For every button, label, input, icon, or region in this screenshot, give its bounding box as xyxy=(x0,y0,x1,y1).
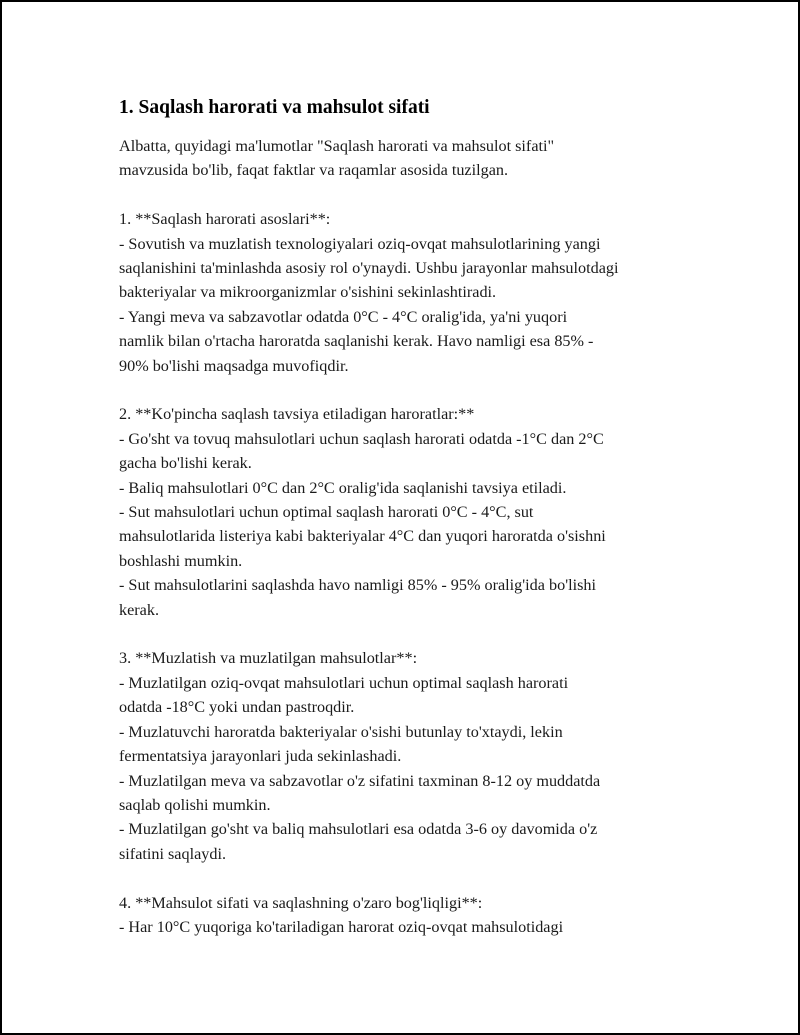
section-1-body: - Sovutish va muzlatish texnologiyalari oziq-ovqat mahsulotlarining yangi saqlanishini ta'minlashda asosiy rol o'ynaydi. Ushbu jarayonlar mahsulotdagi bakteriyalar va mikroorganizmlar o'sishini sekinlashtiradi. - Yangi meva va sabzavotlar odatda 0°C - 4°C oralig'ida, ya'ni yuqori namlik bilan o'rtacha haroratda saqlanishi kerak. Havo namligi esa 85% - 90% bo'lishi maqsadga muvofiqdir. xyxy=(119,234,619,375)
document-title: 1. Saqlash harorati va mahsulot sifati xyxy=(119,97,430,118)
document-body xyxy=(119,94,699,939)
section-2-heading: 2. **Ko'pincha saqlash tavsiya etiladigan haroratlar:** xyxy=(119,405,475,424)
section-2-body: - Go'sht va tovuq mahsulotlari uchun saqlash harorati odatda -1°C dan 2°C gacha bo'lishi kerak. - Baliq mahsulotlari 0°C dan 2°C oralig'ida saqlanishi tavsiya etiladi. - Sut mahsulotlari uchun optimal saqlash harorati 0°C - 4°C, sut mahsulotlarida listeriya kabi bakteriyalar 4°C dan yuqori haroratda o'sishni boshlashi mumkin. - Sut mahsulotlarini saqlashda havo namligi 85% - 95% oralig'ida bo'lishi kerak. xyxy=(119,429,606,619)
spacer xyxy=(119,622,699,646)
section-4-heading: 4. **Mahsulot sifati va saqlashning o'zaro bog'liqligi**: xyxy=(119,893,483,912)
spacer xyxy=(119,378,699,402)
section-1-heading: 1. **Saqlash harorati asoslari**: xyxy=(119,210,331,229)
section-3-body: - Muzlatilgan oziq-ovqat mahsulotlari uchun optimal saqlash harorati odatda -18°C yoki undan pastroqdir. - Muzlatuvchi haroratda bakteriyalar o'sishi butunlay to'xtaydi, lekin fermentatsiya jarayonlari juda sekinlashadi. - Muzlatilgan meva va sabzavotlar o'z sifatini taxminan 8-12 oy muddatda saqlab qolishi mumkin. - Muzlatilgan go'sht va baliq mahsulotlari esa odatda 3-6 oy davomida o'z sifatini saqlaydi. xyxy=(119,673,601,863)
section-3-heading: 3. **Muzlatish va muzlatilgan mahsulotlar**: xyxy=(119,649,418,668)
intro-paragraph: Albatta, quyidagi ma'lumotlar "Saqlash harorati va mahsulot sifati" mavzusida bo'lib, faqat faktlar va raqamlar asosida tuzilgan. xyxy=(119,137,555,180)
spacer xyxy=(119,866,699,890)
spacer xyxy=(119,183,699,207)
section-4-body: - Har 10°C yuqoriga ko'tariladigan harorat oziq-ovqat mahsulotidagi xyxy=(119,917,564,936)
